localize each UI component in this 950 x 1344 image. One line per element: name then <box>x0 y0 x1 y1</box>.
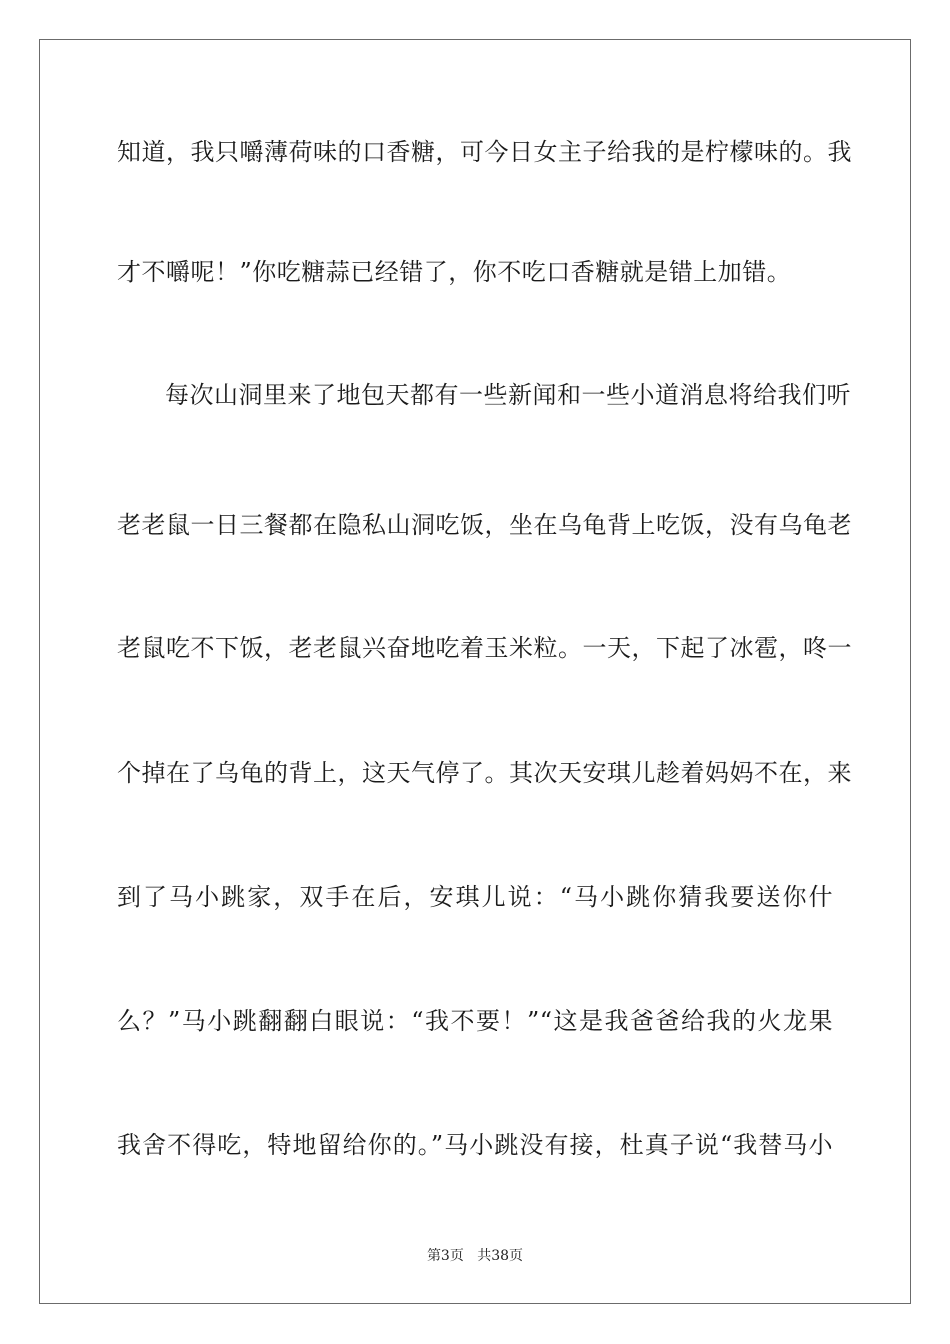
text-line-3: 每次山洞里来了地包天都有一些新闻和一些小道消息将给我们听 <box>165 381 851 409</box>
page-total: 共38页 <box>477 1248 524 1264</box>
text-line-7: 到了马小跳家，双手在后，安琪儿说：“马小跳你猜我要送你什 <box>117 883 833 911</box>
text-line-4: 老老鼠一日三餐都在隐私山洞吃饭，坐在乌龟背上吃饭，没有乌龟老 <box>117 511 852 539</box>
text-line-6: 个掉在了乌龟的背上，这天气停了。其次天安琪儿趁着妈妈不在，来 <box>117 759 852 787</box>
page-frame <box>39 39 911 1304</box>
text-line-2: 才不嚼呢！”你吃糖蒜已经错了，你不吃口香糖就是错上加错。 <box>117 258 792 286</box>
text-line-5: 老鼠吃不下饭，老老鼠兴奋地吃着玉米粒。一天，下起了冰雹，咚一 <box>117 634 852 662</box>
text-line-1: 知道，我只嚼薄荷味的口香糖，可今日女主子给我的是柠檬味的。我 <box>117 138 852 166</box>
text-line-8: 么？”马小跳翻翻白眼说：“我不要！”“这是我爸爸给我的火龙果 <box>117 1007 833 1035</box>
page-footer <box>0 1247 950 1265</box>
page-number: 第3页 <box>426 1248 464 1264</box>
text-line-9: 我舍不得吃，特地留给你的。”马小跳没有接，杜真子说“我替马小 <box>117 1131 833 1159</box>
